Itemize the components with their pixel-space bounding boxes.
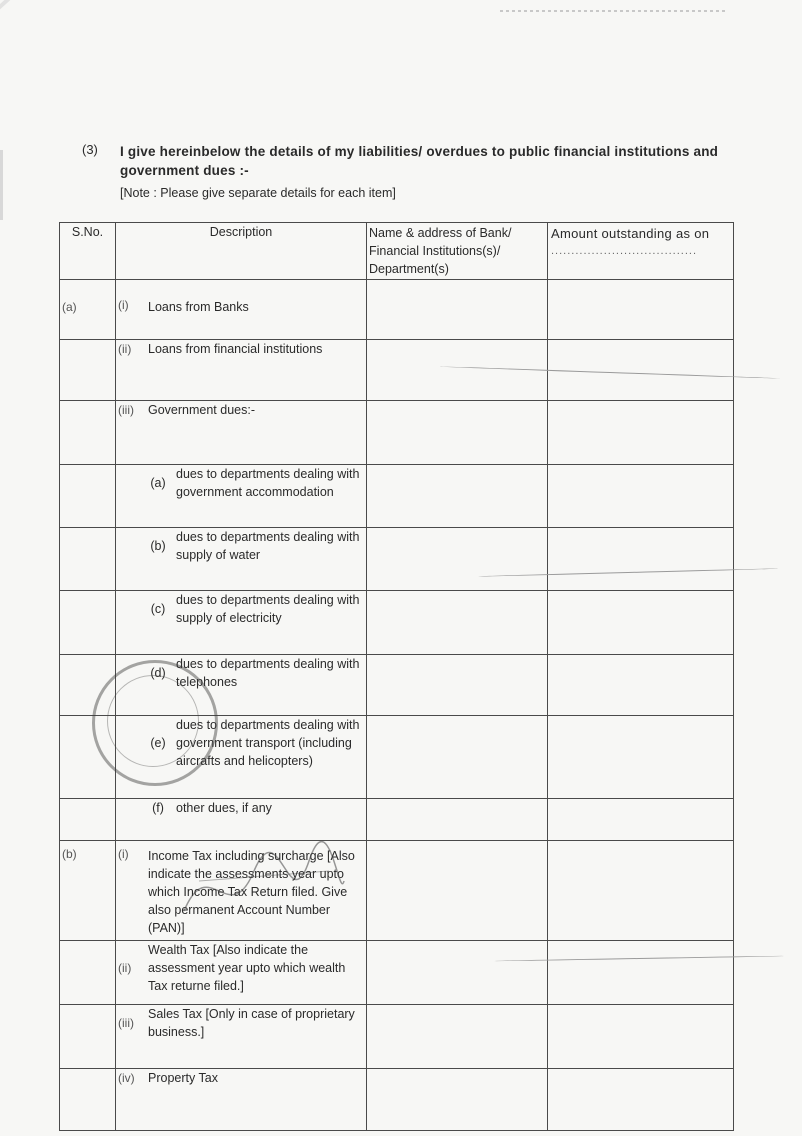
amount-cell <box>548 528 734 591</box>
name-address-cell <box>367 941 548 1005</box>
name-address-cell <box>367 401 548 465</box>
page-fold-mark <box>0 0 96 43</box>
name-address-cell <box>367 465 548 528</box>
row-index: (ii) <box>118 342 132 356</box>
name-address-cell <box>367 528 548 591</box>
top-dotted-line <box>500 10 725 12</box>
row-index: (ii) <box>118 961 132 975</box>
notary-stamp <box>92 660 218 786</box>
row-text: dues to departments dealing with supply of water <box>176 530 360 562</box>
name-address-cell <box>367 340 548 401</box>
row-index: (c) <box>150 602 166 616</box>
row-text: Property Tax <box>148 1071 218 1085</box>
table-row <box>60 401 734 465</box>
amount-cell <box>548 841 734 941</box>
name-address-cell <box>367 1069 548 1131</box>
row-description <box>116 340 367 401</box>
row-description <box>116 591 367 655</box>
name-address-cell <box>367 591 548 655</box>
row-text: dues to departments dealing with government accommodation <box>176 467 360 499</box>
amount-cell <box>548 1069 734 1131</box>
name-address-cell <box>367 841 548 941</box>
header-amount-label: Amount outstanding as on <box>551 226 710 241</box>
row-index: (iv) <box>118 1071 135 1085</box>
row-text: Sales Tax [Only in case of proprietary business.] <box>148 1007 355 1039</box>
row-index: (e) <box>150 736 166 750</box>
amount-cell <box>548 941 734 1005</box>
name-address-cell <box>367 799 548 841</box>
header-name-address: Name & address of Bank/ Financial Institutions(s)/ Department(s) <box>367 223 548 280</box>
row-index: (b) <box>150 539 166 553</box>
row-description <box>116 799 367 841</box>
name-address-cell <box>367 655 548 716</box>
row-text: dues to departments dealing with supply of electricity <box>176 593 360 625</box>
row-index: (i) <box>118 847 129 861</box>
amount-cell <box>548 465 734 528</box>
name-address-cell <box>367 1005 548 1069</box>
sno-label: (b) <box>62 847 77 861</box>
header-sno: S.No. <box>60 223 116 280</box>
row-text: Loans from financial institutions <box>148 342 323 356</box>
row-sno <box>60 1005 116 1069</box>
row-sno <box>60 841 116 941</box>
row-description <box>116 280 367 340</box>
row-index: (f) <box>152 801 164 815</box>
table-row <box>60 465 734 528</box>
row-sno <box>60 401 116 465</box>
sno-label: (a) <box>62 300 77 314</box>
row-text: Government dues:- <box>148 403 255 417</box>
header-amount <box>548 223 734 280</box>
row-description <box>116 528 367 591</box>
row-text: other dues, if any <box>176 801 272 815</box>
row-description <box>116 941 367 1005</box>
table-row <box>60 340 734 401</box>
row-sno <box>60 280 116 340</box>
section-number: (3) <box>82 142 98 157</box>
row-description <box>116 401 367 465</box>
handwritten-signature <box>178 840 350 932</box>
section-note: [Note : Please give separate details for each item] <box>120 186 396 200</box>
amount-cell <box>548 591 734 655</box>
amount-cell <box>548 716 734 799</box>
name-address-cell <box>367 716 548 799</box>
row-sno <box>60 340 116 401</box>
amount-cell <box>548 799 734 841</box>
amount-cell <box>548 401 734 465</box>
row-index: (d) <box>150 666 166 680</box>
row-text: dues to departments dealing with telephones <box>176 657 360 689</box>
table-row <box>60 799 734 841</box>
table-row <box>60 841 734 941</box>
row-text: Loans from Banks <box>148 300 249 314</box>
header-amount-dots: .................................... <box>551 245 698 257</box>
table-row <box>60 1069 734 1131</box>
row-text: Income Tax including surcharge [Also indicate the assessments year upto which Income Tax Return filed. Give also permanent Account Number (PAN)] <box>148 849 355 935</box>
section-heading: I give hereinbelow the details of my liabilities/ overdues to public financial institutions and government dues :- <box>120 144 719 178</box>
table-row <box>60 528 734 591</box>
table-row <box>60 280 734 340</box>
row-description <box>116 465 367 528</box>
amount-cell <box>548 280 734 340</box>
table-row <box>60 591 734 655</box>
name-address-cell <box>367 280 548 340</box>
notary-stamp-inner-ring <box>107 675 199 767</box>
row-sno <box>60 941 116 1005</box>
signature-scribble <box>179 841 349 931</box>
amount-cell <box>548 655 734 716</box>
table-row <box>60 941 734 1005</box>
row-index: (a) <box>150 476 166 490</box>
row-sno <box>60 528 116 591</box>
page-edge-mark <box>0 150 3 220</box>
amount-cell <box>548 1005 734 1069</box>
table-row <box>60 1005 734 1069</box>
header-description: Description <box>116 223 367 280</box>
row-index: (iii) <box>118 1016 134 1030</box>
row-index: (i) <box>118 298 129 312</box>
row-description <box>116 1005 367 1069</box>
row-sno <box>60 799 116 841</box>
row-sno <box>60 465 116 528</box>
row-text: dues to departments dealing with government transport (including aircrafts and helicopters) <box>176 718 360 768</box>
row-sno <box>60 1069 116 1131</box>
row-index: (iii) <box>118 403 134 417</box>
row-text: Wealth Tax [Also indicate the assessment year upto which wealth Tax returne filed.] <box>148 943 346 993</box>
row-description <box>116 1069 367 1131</box>
table-header-row <box>60 223 734 280</box>
row-sno <box>60 591 116 655</box>
